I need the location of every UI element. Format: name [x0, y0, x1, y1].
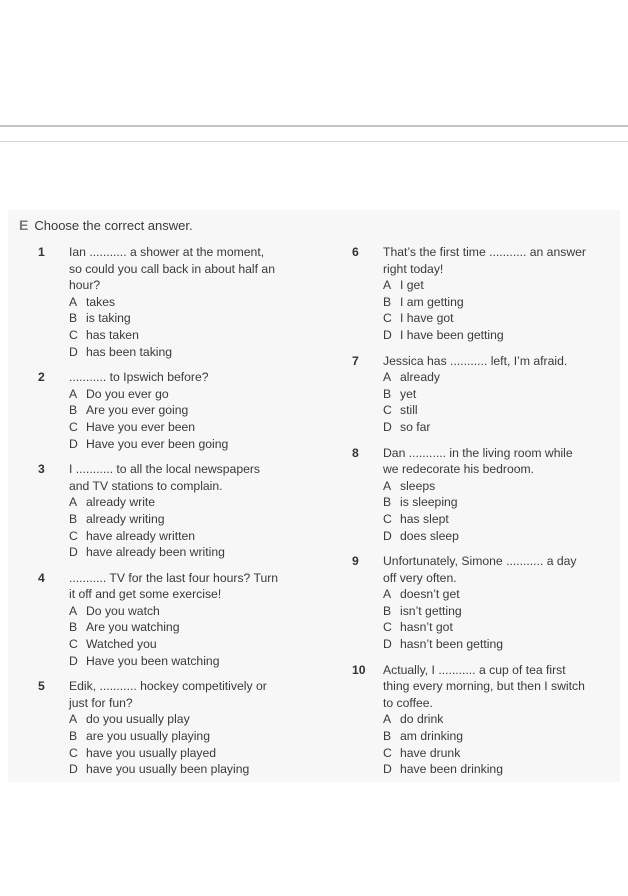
answer-option-d[interactable]: D Have you ever been going [69, 436, 229, 451]
answer-option-d[interactable]: D does sleep [383, 528, 459, 543]
question-stem-line: ........... to Ipswich before? [69, 370, 209, 385]
answer-option-a[interactable]: A doesn’t get [383, 587, 460, 602]
answer-option-c[interactable]: C Have you ever been [69, 419, 196, 434]
question-stem-line: and TV stations to complain. [69, 478, 223, 493]
question-stem-line: off very often. [383, 570, 457, 585]
answer-option-b[interactable]: B I am getting [383, 294, 464, 309]
question-2 [38, 369, 300, 452]
question-number: 10 [352, 662, 366, 677]
answer-option-b[interactable]: B already writing [69, 511, 165, 526]
section-instruction: Choose the correct answer. [34, 218, 193, 233]
answer-option-a[interactable]: A I get [383, 278, 424, 293]
right-column [352, 244, 614, 778]
answer-option-c[interactable]: C have already written [69, 528, 196, 543]
question-stem-line: just for fun? [69, 695, 133, 710]
answer-option-c[interactable]: C has taken [69, 327, 139, 342]
question-stem-line: hour? [69, 278, 101, 293]
question-stem-line: it off and get some exercise! [69, 587, 222, 602]
answer-option-d[interactable]: D have already been writing [69, 545, 225, 560]
question-number: 8 [352, 445, 359, 460]
question-stem-line: Dan ........... in the living room while [383, 445, 573, 460]
question-stem-line: Actually, I ........... a cup of tea first [383, 662, 566, 677]
question-stem-line: Ian ........... a shower at the moment, [69, 245, 265, 259]
question-6 [352, 244, 614, 344]
answer-option-a[interactable]: A do you usually play [69, 712, 190, 727]
top-rule [0, 125, 628, 127]
answer-option-c[interactable]: C has slept [383, 511, 449, 526]
section-letter: E [19, 217, 29, 233]
question-number: 9 [352, 554, 359, 569]
question-stem-line: Jessica has ........... left, I’m afraid. [383, 353, 568, 368]
answer-option-a[interactable]: A already write [69, 495, 156, 510]
question-4 [38, 570, 300, 670]
question-8 [352, 445, 614, 545]
answer-option-d[interactable]: D has been taking [69, 344, 173, 359]
question-9 [352, 553, 614, 653]
answer-option-c[interactable]: C have you usually played [69, 745, 217, 760]
question-stem-line: That’s the first time ........... an answer [383, 245, 586, 259]
answer-option-b[interactable]: B am drinking [383, 729, 463, 744]
answer-option-d[interactable]: D have you usually been playing [69, 762, 250, 777]
answer-option-b[interactable]: B Are you watching [69, 620, 180, 635]
answer-option-a[interactable]: A sleeps [383, 478, 436, 493]
question-stem-line: right today! [383, 261, 444, 276]
answer-option-c[interactable]: C hasn’t got [383, 620, 453, 635]
answer-option-a[interactable]: A Do you ever go [69, 386, 169, 401]
answer-option-d[interactable]: D so far [383, 419, 431, 434]
question-stem-line: I ........... to all the local newspapers [69, 462, 261, 477]
question-number: 5 [38, 679, 45, 694]
question-number: 6 [352, 245, 359, 259]
left-column [38, 244, 300, 778]
question-number: 3 [38, 462, 45, 477]
answer-option-b[interactable]: B yet [383, 386, 417, 401]
question-number: 1 [38, 245, 45, 259]
question-stem-line: thing every morning, but then I switch [383, 679, 585, 694]
answer-option-d[interactable]: D Have you been watching [69, 653, 220, 668]
answer-option-d[interactable]: D hasn’t been getting [383, 637, 503, 652]
answer-option-a[interactable]: A already [383, 370, 440, 385]
question-number: 2 [38, 370, 45, 385]
question-stem-line: to coffee. [383, 695, 433, 710]
bottom-rule [0, 141, 628, 142]
answer-option-b[interactable]: B are you usually playing [69, 729, 210, 744]
answer-option-b[interactable]: B Are you ever going [69, 403, 189, 418]
question-10 [352, 662, 614, 778]
section-heading [19, 217, 193, 234]
question-number: 7 [352, 353, 359, 368]
question-stem-line: so could you call back in about half an [69, 261, 275, 276]
question-stem-line: we redecorate his bedroom. [383, 462, 535, 477]
answer-option-b[interactable]: B is taking [69, 311, 131, 326]
answer-option-a[interactable]: A takes [69, 294, 116, 309]
answer-option-b[interactable]: B isn’t getting [383, 603, 462, 618]
question-number: 4 [38, 570, 45, 585]
question-5 [38, 678, 300, 778]
question-stem-line: Edik, ........... hockey competitively or [69, 679, 267, 694]
question-stem-line: ........... TV for the last four hours? Turn [69, 570, 279, 585]
question-3 [38, 461, 300, 561]
answer-option-c[interactable]: C I have got [383, 311, 454, 326]
answer-option-a[interactable]: A Do you watch [69, 603, 160, 618]
question-stem-line: Unfortunately, Simone ........... a day [383, 554, 577, 569]
answer-option-b[interactable]: B is sleeping [383, 495, 458, 510]
question-7 [352, 353, 614, 436]
answer-option-a[interactable]: A do drink [383, 712, 444, 727]
answer-option-c[interactable]: C Watched you [69, 637, 157, 652]
answer-option-d[interactable]: D have been drinking [383, 762, 503, 777]
answer-option-c[interactable]: C still [383, 403, 418, 418]
question-1 [38, 244, 300, 360]
answer-option-c[interactable]: C have drunk [383, 745, 461, 760]
answer-option-d[interactable]: D I have been getting [383, 327, 504, 342]
